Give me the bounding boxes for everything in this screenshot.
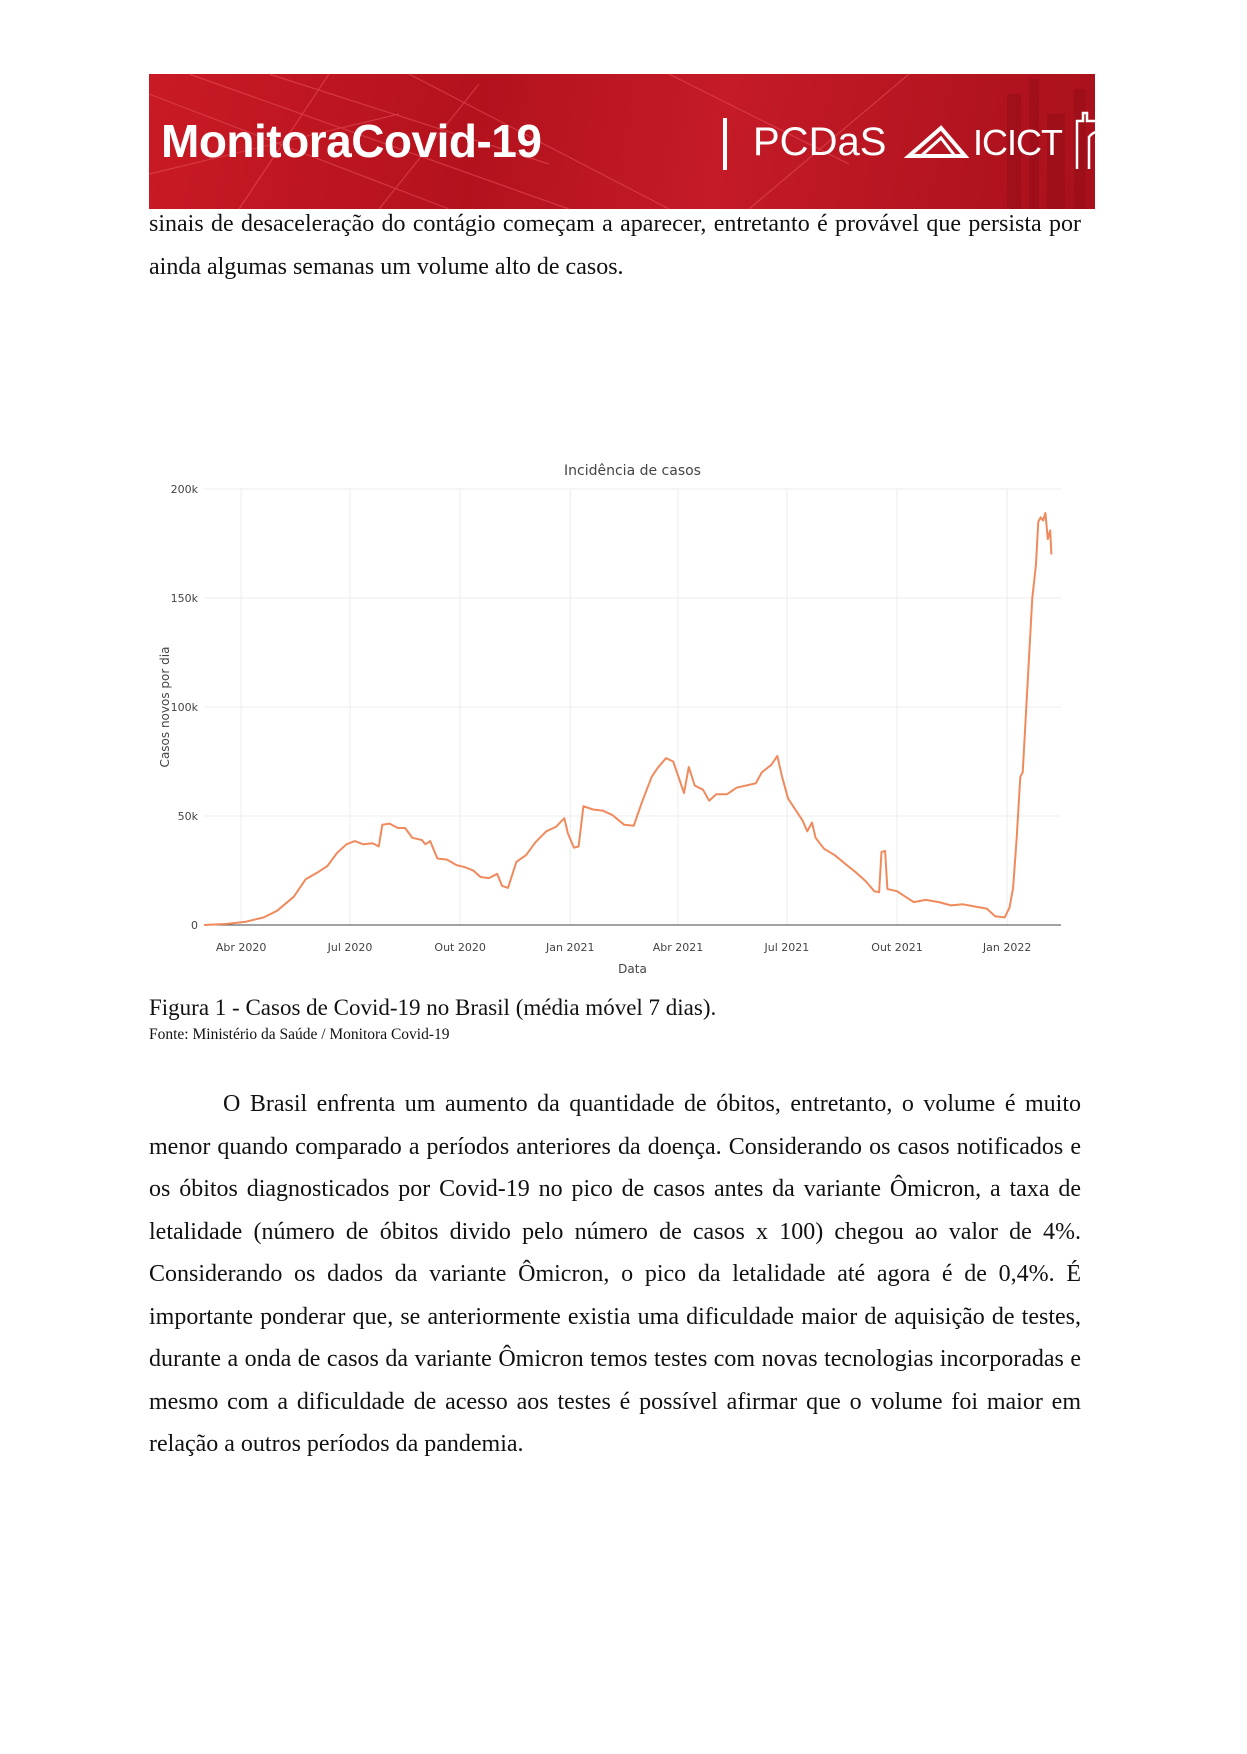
series-line-cases xyxy=(204,513,1051,925)
x-tick-label: Out 2020 xyxy=(434,941,486,954)
y-tick-label: 150k xyxy=(170,592,198,605)
pcdas-logo: PCDaS xyxy=(753,120,887,164)
y-tick-label: 0 xyxy=(191,919,198,932)
y-tick-label: 200k xyxy=(170,483,198,496)
x-tick-label: Jul 2021 xyxy=(764,941,810,954)
paragraph-intro: sinais de desaceleração do contágio começam a aparecer, entretanto é provável que persista por ainda algumas semanas um volume alto de casos. xyxy=(149,211,1081,280)
fiocruz-label: FIOCRUZ xyxy=(1123,136,1247,167)
x-tick-label: Out 2021 xyxy=(871,941,923,954)
cases-line-chart-svg xyxy=(149,455,1081,990)
figure-caption: Figura 1 - Casos de Covid-19 no Brasil (média móvel 7 dias). xyxy=(149,995,717,1020)
x-tick-label: Jul 2020 xyxy=(327,941,373,954)
x-tick-label: Jan 2021 xyxy=(546,941,595,954)
y-tick-label: 50k xyxy=(177,810,198,823)
x-tick-label: Abr 2021 xyxy=(652,941,704,954)
banner-separator xyxy=(723,118,727,170)
icict-label: ICICT xyxy=(973,122,1062,163)
y-tick-label: 100k xyxy=(170,701,198,714)
x-axis-label: Data xyxy=(618,962,647,976)
chart-title: Incidência de casos xyxy=(564,463,701,479)
header-banner xyxy=(149,74,1247,209)
banner-title: MonitoraCovid-19 xyxy=(161,115,542,167)
paragraph-lethality: O Brasil enfrenta um aumento da quantidade de óbitos, entretanto, o volume é muito menor quando comparado a períodos anteriores da doença. Considerando os casos notificados e os óbitos diagnosticados por Covid-19 no pico de casos antes da variante Ômicron, a taxa de letalidade (número de óbitos divido pelo número de casos x 100) chegou ao valor de 4%. Considerando os dados da variante Ômicron, o pico da letalidade até agora é de 0,4%. É importante ponderar que, se anteriormente existia uma dificuldade maior de aquisição de testes, durante a onda de casos da variante Ômicron temos testes com novas tecnologias incorporadas e mesmo com a dificuldade de acesso aos testes é possível afirmar que o volume foi maior em relação a outros períodos da pandemia. xyxy=(149,1091,1081,1457)
x-tick-label: Abr 2020 xyxy=(215,941,267,954)
cases-chart xyxy=(149,455,1081,990)
figure-source: Fonte: Ministério da Saúde / Monitora Covid-19 xyxy=(149,1026,450,1043)
y-axis-label: Casos novos por dia xyxy=(158,646,172,768)
fiocruz-castle-icon xyxy=(1073,107,1121,171)
icict-logo-icon xyxy=(907,120,969,160)
x-tick-label: Jan 2022 xyxy=(982,941,1032,954)
